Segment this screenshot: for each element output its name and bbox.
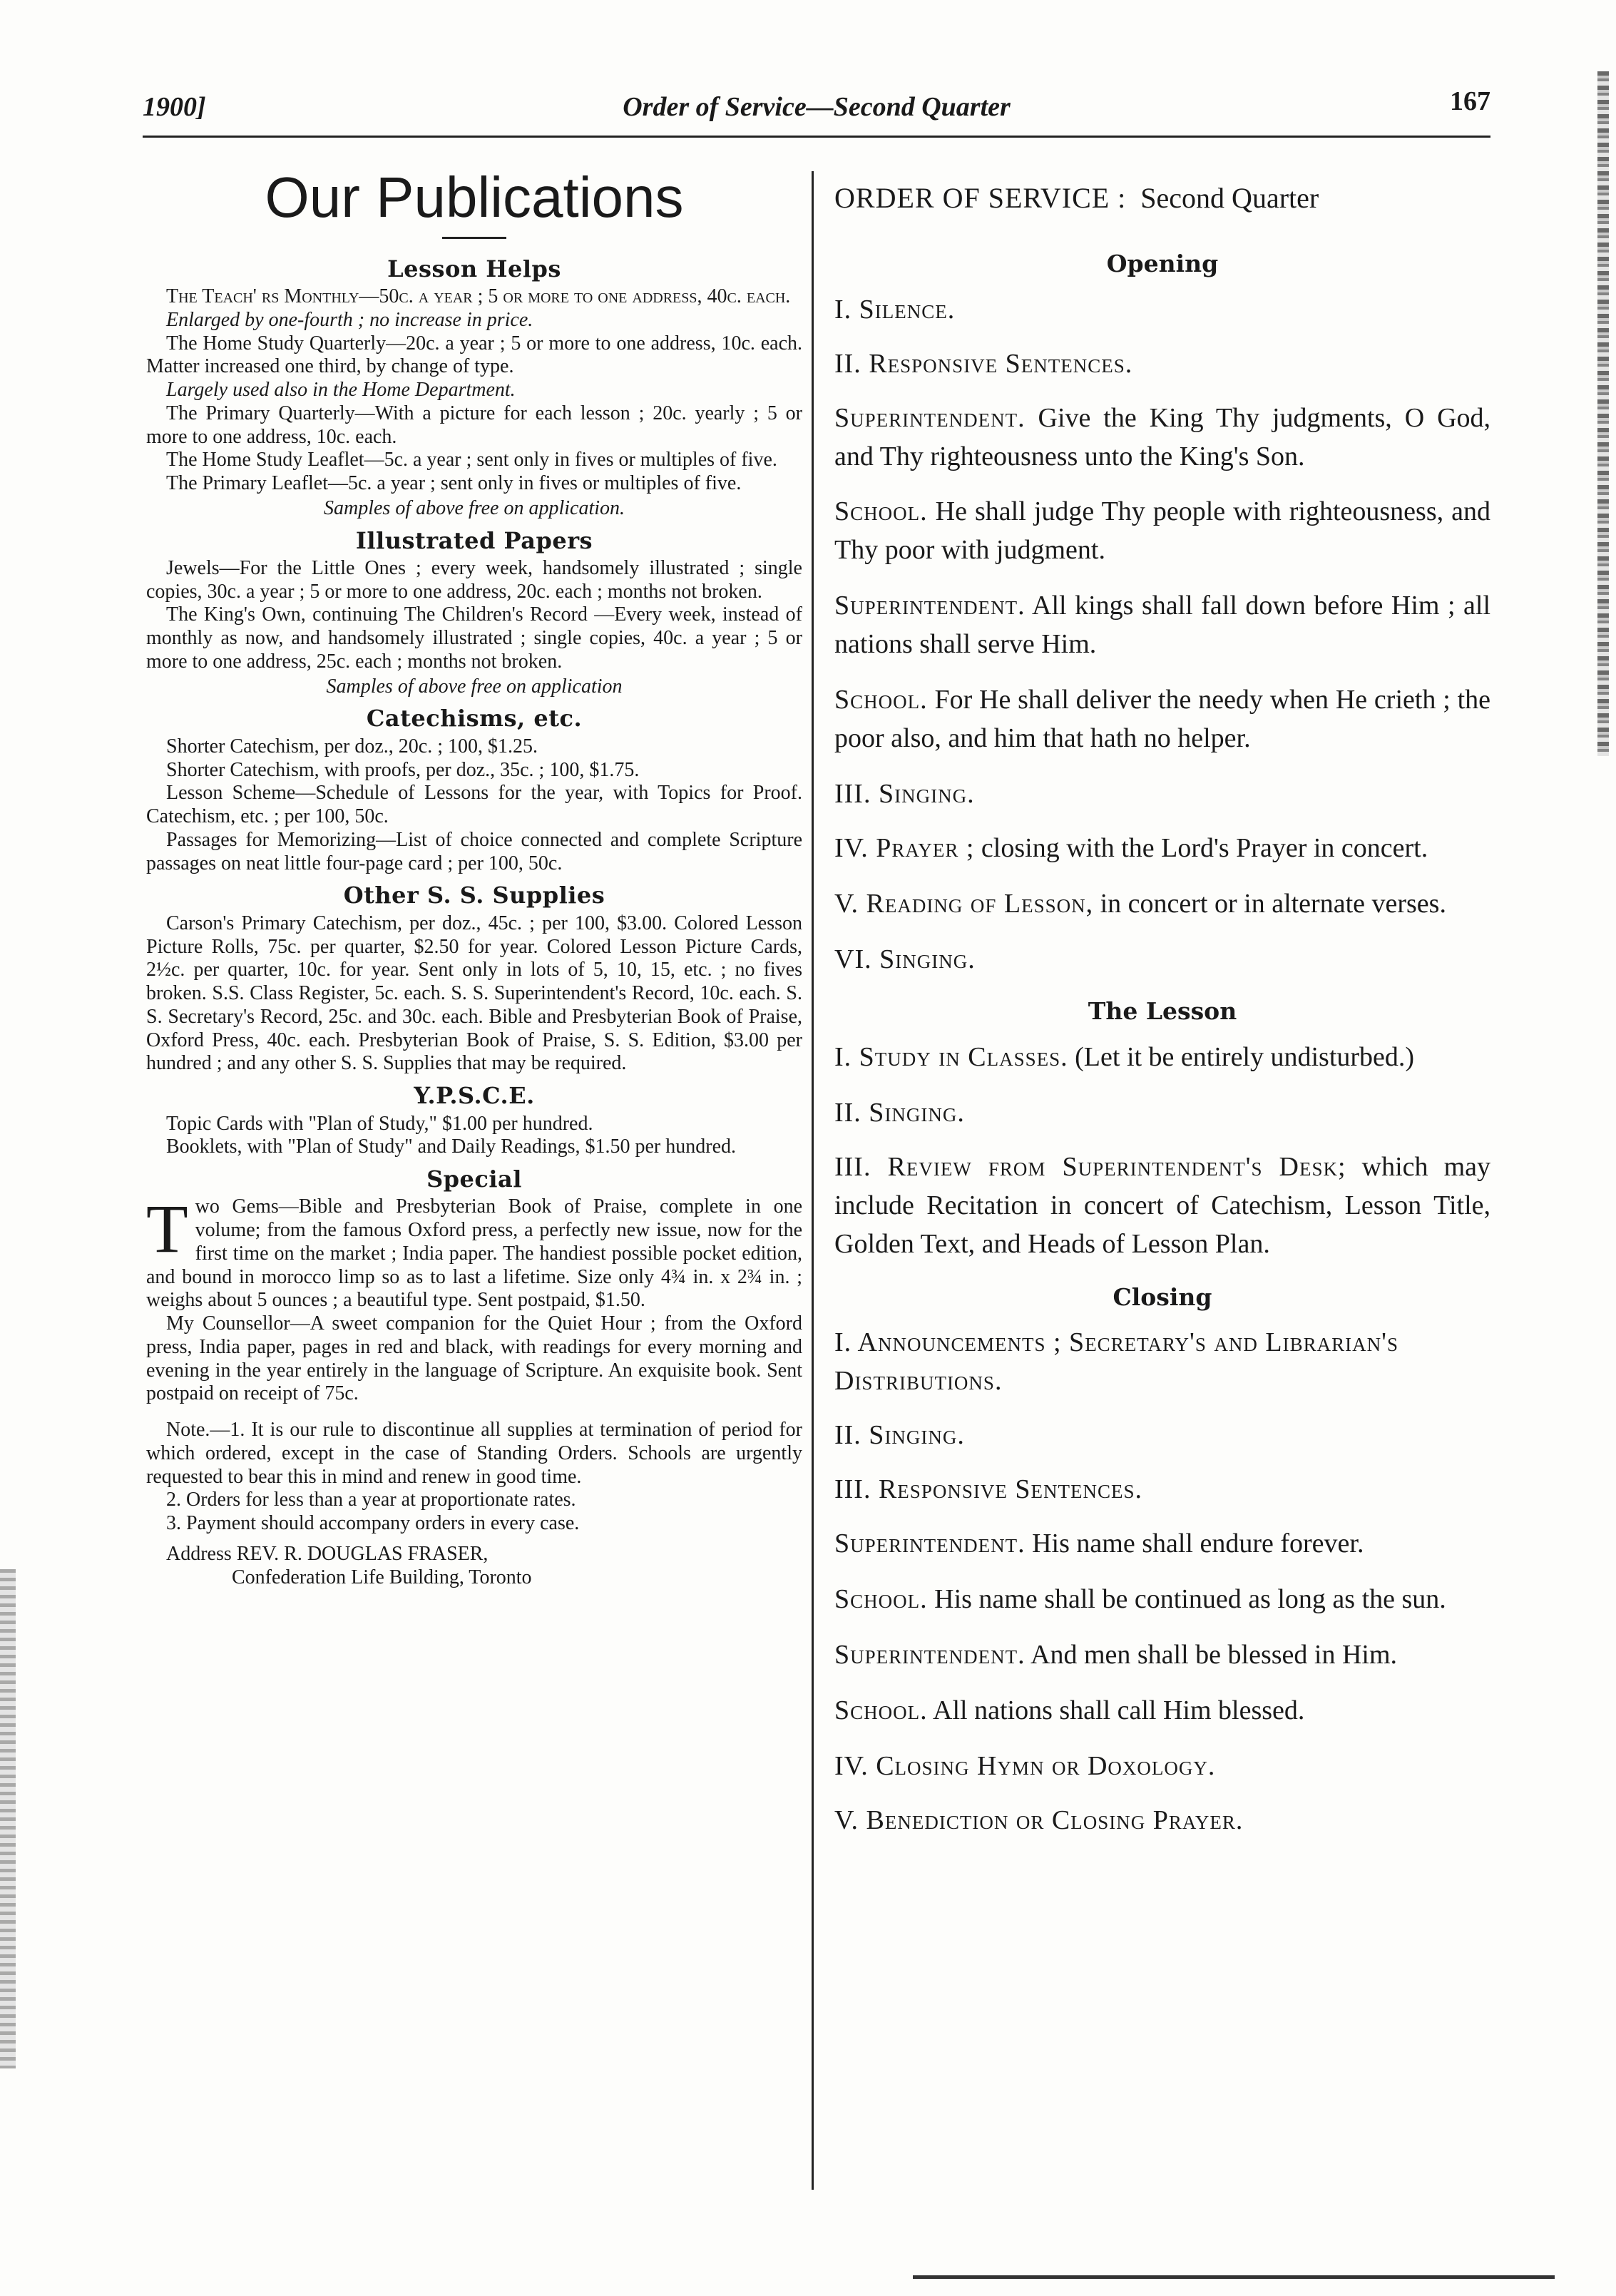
scan-edge-left <box>0 1569 16 2068</box>
response-text: Give the King Thy judgments, O God, and Thy righteousness unto the King's Son. <box>834 402 1491 471</box>
page-number: 167 <box>1450 86 1490 116</box>
role-label: Superintendent. <box>834 591 1026 621</box>
item-label: I. Study in Classes. <box>834 1041 1068 1072</box>
lesson-heading: The Lesson <box>1088 997 1237 1025</box>
primary-leaflet-entry: The Primary Leaflet—5c. a year ; sent only in fives or multiples of five. <box>166 472 742 495</box>
jewels-entry: Jewels—For the Little Ones ; every week, handsomely illustrated ; single copies, 30c. a year ; 5 or more to one address, 20c. each ; months not broken. <box>146 556 802 603</box>
lesson-scheme-entry: Lesson Scheme—Schedule of Lessons for the year, with Topics for Proof. Catechism, etc. ; per 100, 50c. <box>146 782 802 828</box>
scan-edge-right <box>1597 71 1609 756</box>
teachers-monthly-note: Enlarged by one-fourth ; no increase in price. <box>166 308 533 331</box>
response-text: All kings shall fall down before Him ; all nations shall serve Him. <box>834 591 1491 660</box>
lesson-helps-heading: Lesson Helps <box>387 255 561 282</box>
supplies-heading: Other S. S. Supplies <box>343 882 605 909</box>
response-text: He shall judge Thy people with righteousness, and Thy poor with judgment. <box>834 496 1490 566</box>
scan-edge-bottom <box>913 2275 1555 2279</box>
closing-superintendent-2 <box>834 1636 1490 1675</box>
item-label: V. Reading of Lesson, <box>834 889 1094 919</box>
running-head-title: Order of Service—Second Quarter <box>623 92 1011 122</box>
teachers-monthly-entry: The Teach' rs Monthly—50c. a year ; 5 or more to one address, 40c. each. <box>166 285 791 308</box>
opening-superintendent-1 <box>834 399 1490 476</box>
item-text: (Let it be entirely undisturbed.) <box>1075 1041 1415 1072</box>
opening-heading: Opening <box>1106 249 1219 277</box>
opening-item-6: VI. Singing. <box>834 944 976 975</box>
my-counsellor-entry: My Counsellor—A sweet companion for the Quiet Hour ; from the Oxford press, India paper, pages in red and black, with readings for every morning and evening in the year entirely in the language of Scripture. An exquisite book. Sent postpaid on receipt of 75c. <box>146 1312 802 1405</box>
opening-school-2 <box>834 681 1490 758</box>
two-gems-entry <box>146 1190 802 1312</box>
role-label: School. <box>834 1584 928 1615</box>
special-heading: Special <box>426 1165 522 1193</box>
response-text: His name shall endure forever. <box>1032 1529 1364 1559</box>
address-line-1: Address REV. R. DOUGLAS FRASER, <box>166 1542 489 1565</box>
item-label: IV. Prayer ; <box>834 833 975 864</box>
closing-item-4: IV. Closing Hymn or Doxology. <box>834 1751 1216 1782</box>
role-label: Superintendent. <box>834 1529 1026 1559</box>
role-label: School. <box>834 496 928 527</box>
lesson-item-3 <box>834 1148 1490 1264</box>
home-study-quarterly-entry: The Home Study Quarterly—20c. a year ; 5 or more to one address, 10c. each. Matter increased one third, by change of type. <box>146 332 802 378</box>
response-text: All nations shall call Him blessed. <box>933 1695 1305 1726</box>
kings-own-entry: The King's Own, continuing The Children's Record —Every week, instead of monthly as now, and handsomely illustrated ; single copies, 40c. a year ; 5 or more to one address, 25c. each ; months not broken. <box>146 603 802 673</box>
title-rule <box>442 237 506 239</box>
opening-item-2: II. Responsive Sentences. <box>834 348 1133 379</box>
running-head <box>143 86 1490 141</box>
order-of-service-column <box>834 178 1490 1856</box>
closing-school-1 <box>834 1581 1490 1619</box>
item-label: III. Review from Superintendent's Desk; <box>834 1151 1346 1182</box>
publications-title: Our Publications <box>265 165 684 229</box>
closing-item-5: V. Benediction or Closing Prayer. <box>834 1805 1244 1836</box>
address-line-2: Confederation Life Building, Toronto <box>232 1566 532 1588</box>
illustrated-papers-heading: Illustrated Papers <box>355 526 593 554</box>
opening-item-4 <box>834 830 1490 868</box>
shorter-catechism-entry: Shorter Catechism, per doz., 20c. ; 100, $1.25. <box>166 735 538 757</box>
response-text: His name shall be continued as long as the sun. <box>934 1584 1446 1615</box>
illustrated-samples: Samples of above free on application <box>326 675 623 698</box>
note-2: 2. Orders for less than a year at proportionate rates. <box>166 1489 576 1511</box>
supplies-entry: Carson's Primary Catechism, per doz., 45c. ; per 100, $3.00. Colored Lesson Picture Rolls, 75c. per quarter, $2.50 for year. Colored Lesson Picture Cards, 2½c. per quarter, 10c. for year. Sent only in lots of 5, 10, 15, etc. ; no fives broken. S.S. Class Register, 5c. each. S. S. Superintendent's Record, 10c. each. S. S. Secretary's Record, 25c. and 30c. each. Bible and Presbyterian Book of Praise, Oxford Press, 40c. each. Presbyterian Book of Praise, S. S. Edition, $3.00 per hundred ; and any other S. S. Supplies that may be required. <box>146 912 802 1075</box>
topic-cards-entry: Topic Cards with "Plan of Study," $1.00 per hundred. <box>166 1112 593 1135</box>
header-rule <box>143 136 1490 138</box>
role-label: Superintendent. <box>834 1640 1026 1670</box>
item-text: in concert or in alternate verses. <box>1100 889 1446 919</box>
role-label: Superintendent. <box>834 402 1026 433</box>
note-1: Note.—1. It is our rule to discontinue all supplies at termination of period for which ordered, except in the case of Standing Orders. Schools are urgently requested to bear this in mind and renew in good time. <box>146 1419 802 1488</box>
lesson-item-1 <box>834 1039 1490 1077</box>
ypsce-heading: Y.P.S.C.E. <box>414 1082 535 1110</box>
closing-heading: Closing <box>1113 1282 1212 1311</box>
order-title-quarter: Second Quarter <box>1140 182 1319 214</box>
publications-column <box>146 164 802 1589</box>
opening-item-5 <box>834 885 1490 924</box>
shorter-catechism-proofs-entry: Shorter Catechism, with proofs, per doz., 35c. ; 100, $1.75. <box>166 758 640 781</box>
opening-superintendent-2 <box>834 587 1490 664</box>
catechisms-heading: Catechisms, etc. <box>366 705 583 733</box>
item-text: closing with the Lord's Prayer in concert. <box>981 833 1428 864</box>
home-study-leaflet-entry: The Home Study Leaflet—5c. a year ; sent only in fives or multiples of five. <box>166 449 777 471</box>
order-title-caps: ORDER OF SERVICE : <box>834 182 1127 214</box>
role-label: School. <box>834 685 928 715</box>
drop-cap: T <box>146 1190 188 1267</box>
passages-entry: Passages for Memorizing—List of choice connected and complete Scripture passages on neat little four-page card ; per 100, 50c. <box>146 828 802 874</box>
address-block <box>146 1543 802 1590</box>
lesson-item-2: II. Singing. <box>834 1097 965 1128</box>
item-text: which may include Recitation in concert of Catechism, Lesson Title, Golden Text, and Heads of Lesson Plan. <box>834 1151 1491 1259</box>
two-gems-text: wo Gems—Bible and Presbyterian Book of Praise, complete in one volume; from the famous Oxford press, a perfectly new issue, now for the first time on the market ; India paper. The handiest possible pocket edition, and bound in morocco limp so as to last a lifetime. Size only 4¾ in. x 2¾ in. ; weighs about 5 ounces ; a beautiful type. Sent postpaid, $1.50. <box>146 1195 802 1312</box>
closing-item-2: II. Singing. <box>834 1420 965 1451</box>
closing-school-2 <box>834 1692 1490 1730</box>
running-head-year: 1900] <box>143 92 206 122</box>
closing-item-3: III. Responsive Sentences. <box>834 1474 1142 1505</box>
home-study-quarterly-note: Largely used also in the Home Department. <box>166 379 516 402</box>
column-divider <box>812 171 814 2190</box>
order-of-service-title <box>834 178 1490 219</box>
opening-item-1: I. Silence. <box>834 294 956 325</box>
note-3: 3. Payment should accompany orders in every case. <box>166 1512 580 1535</box>
closing-item-1: I. Announcements ; Secretary's and Librarian's Distributions. <box>834 1327 1398 1397</box>
lesson-helps-samples: Samples of above free on application. <box>324 496 625 519</box>
primary-quarterly-entry: The Primary Quarterly—With a picture for each lesson ; 20c. yearly ; 5 or more to one address, 10c. each. <box>146 402 802 448</box>
response-text: For He shall deliver the needy when He crieth ; the poor also, and him that hath no helper. <box>834 685 1491 754</box>
booklets-entry: Booklets, with "Plan of Study" and Daily Readings, $1.50 per hundred. <box>166 1136 736 1158</box>
response-text: And men shall be blessed in Him. <box>1031 1640 1397 1670</box>
role-label: School. <box>834 1695 928 1726</box>
opening-item-3: III. Singing. <box>834 779 975 810</box>
closing-superintendent-1 <box>834 1525 1490 1563</box>
opening-school-1 <box>834 493 1490 570</box>
